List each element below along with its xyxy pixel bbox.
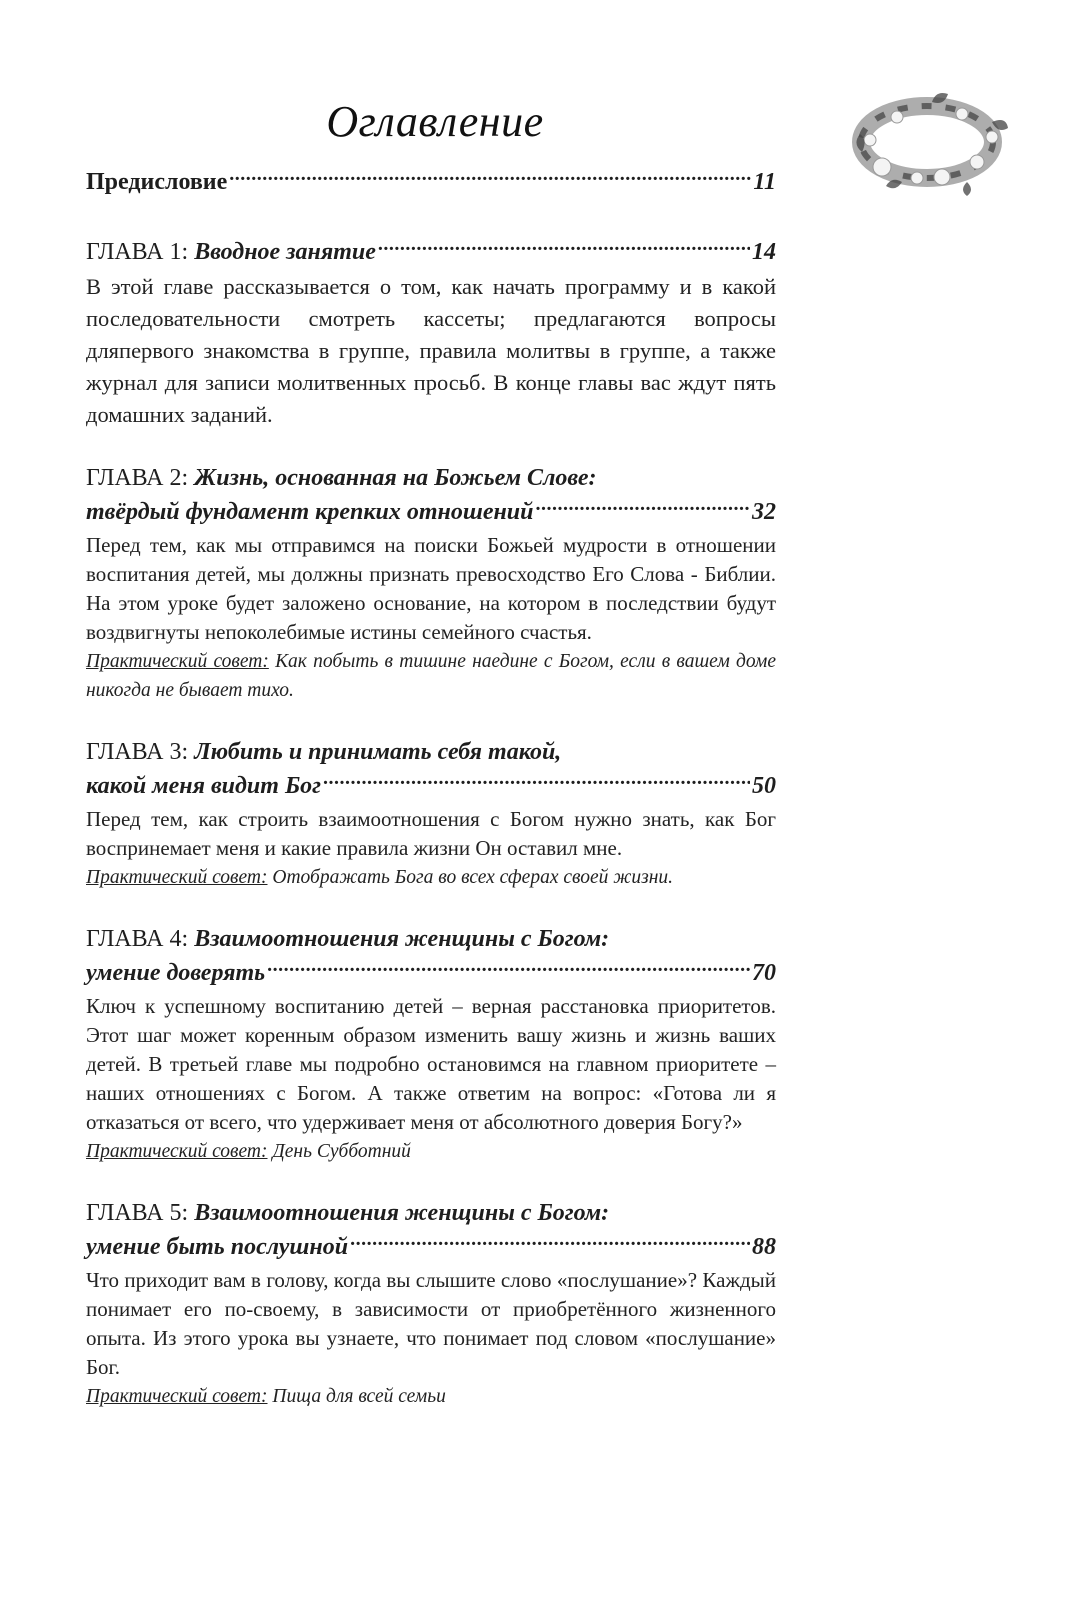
chapter-title-part2: твёрдый фундамент крепких отношений (86, 499, 534, 525)
chapter-description: Перед тем, как мы отправимся на поиски Божьей мудрости в отношении воспитания детей, мы должны признать превосходство Его Слова - Библии. На этом уроке будет заложено основание, на котором в последствии будут воздвигнуты непоколебимые истины семейного счастья. (86, 533, 776, 644)
chapter-title-part1: Взаимоотношения женщины с Богом: (194, 1200, 610, 1226)
dot-leader (323, 769, 750, 793)
flower-wreath-icon (842, 82, 1012, 202)
practical-tip-text: День Субботний (272, 1141, 411, 1162)
chapter-description: Что приходит вам в голову, когда вы слышите слово «послушание»? Каждый понимает его по-своему, в зависимости от приобретённого жизненного опыта. Из этого урока вы узнаете, что понимает под словом «послушание» Бог. (86, 1268, 776, 1379)
page-number: 70 (752, 960, 776, 986)
practical-tip (86, 1382, 776, 1411)
chapter-title-part2: умение доверять (86, 960, 266, 986)
chapter-prefix: ГЛАВА 2: (86, 465, 189, 491)
dot-leader (350, 1230, 750, 1254)
chapter-prefix: ГЛАВА 3: (86, 739, 189, 765)
chapter-title-part2: умение быть послушной (86, 1234, 349, 1260)
chapter-heading[interactable] (86, 235, 776, 269)
dot-leader (536, 495, 751, 519)
dot-leader (267, 956, 750, 980)
practical-tip-label: Практический совет: (86, 1386, 268, 1407)
practical-tip-text: Пища для всей семьи (272, 1386, 446, 1407)
practical-tip-text: Отображать Бога во всех сферах своей жизни. (272, 867, 674, 888)
chapter-heading-line1[interactable] (86, 735, 776, 769)
chapter-prefix: ГЛАВА 4: (86, 926, 189, 952)
toc-entry-chapter-1 (86, 235, 776, 431)
practical-tip-label: Практический совет: (86, 867, 268, 888)
chapter-description: В этой главе рассказывается о том, как начать программу и в какой последовательности смотреть кассеты; предлагаются вопросы дляпервого знакомства в группе, правила молитвы в группе, а также журнал для записи молитвенных просьб. В конце главы вас ждут пять домашних заданий. (86, 274, 776, 427)
page-number: 50 (752, 773, 776, 799)
toc-entry-chapter-5 (86, 1196, 776, 1411)
page-number: 11 (753, 169, 776, 195)
chapter-heading-line1[interactable] (86, 1196, 776, 1230)
dot-leader (378, 235, 750, 259)
practical-tip-label: Практический совет: (86, 1141, 268, 1162)
practical-tip-label: Практический совет: (86, 651, 269, 672)
table-of-contents (86, 165, 776, 1411)
toc-entry-chapter-2 (86, 461, 776, 705)
practical-tip (86, 1137, 776, 1166)
toc-entry-preface[interactable] (86, 165, 776, 199)
chapter-title-part2: какой меня видит Бог (86, 773, 322, 799)
page-title: Оглавление (326, 97, 544, 146)
practical-tip-text: Как побыть в тишине наедине с Богом, если в вашем доме никогда не бывает тихо. (86, 651, 776, 701)
chapter-prefix: ГЛАВА 1: (86, 239, 189, 265)
dot-leader (229, 165, 751, 189)
chapter-heading-line1[interactable] (86, 461, 776, 495)
chapter-heading-line2[interactable] (86, 495, 776, 529)
chapter-heading-line2[interactable] (86, 769, 776, 803)
practical-tip (86, 647, 776, 705)
chapter-title: Вводное занятие (194, 239, 376, 265)
chapter-title-part1: Взаимоотношения женщины с Богом: (194, 926, 610, 952)
page-number: 14 (752, 239, 776, 265)
toc-entry-chapter-3 (86, 735, 776, 892)
practical-tip (86, 863, 776, 892)
page-number: 88 (752, 1234, 776, 1260)
toc-entry-chapter-4 (86, 922, 776, 1166)
chapter-heading-line2[interactable] (86, 956, 776, 990)
page-number: 32 (752, 499, 776, 525)
chapter-title-part1: Любить и принимать себя такой, (194, 739, 562, 765)
chapter-heading-line1[interactable] (86, 922, 776, 956)
chapter-description: Ключ к успешному воспитанию детей – верная расстановка приоритетов. Этот шаг может коренным образом изменить вашу жизнь и жизнь ваших детей. В третьей главе мы подробно остановимся на главном приоритете – наших отношениях с Богом. А также ответим на вопрос: «Готова ли я отказаться от всего, что удерживает меня от абсолютного доверия Богу?» (86, 994, 776, 1134)
chapter-heading-line2[interactable] (86, 1230, 776, 1264)
chapter-prefix: ГЛАВА 5: (86, 1200, 189, 1226)
chapter-description: Перед тем, как строить взаимоотношения с Богом нужно знать, как Бог воспринемает меня и какие правила жизни Он оставил мне. (86, 807, 776, 860)
chapter-title-part1: Жизнь, основанная на Божьем Слове: (194, 465, 597, 491)
preface-label: Предисловие (86, 169, 228, 195)
